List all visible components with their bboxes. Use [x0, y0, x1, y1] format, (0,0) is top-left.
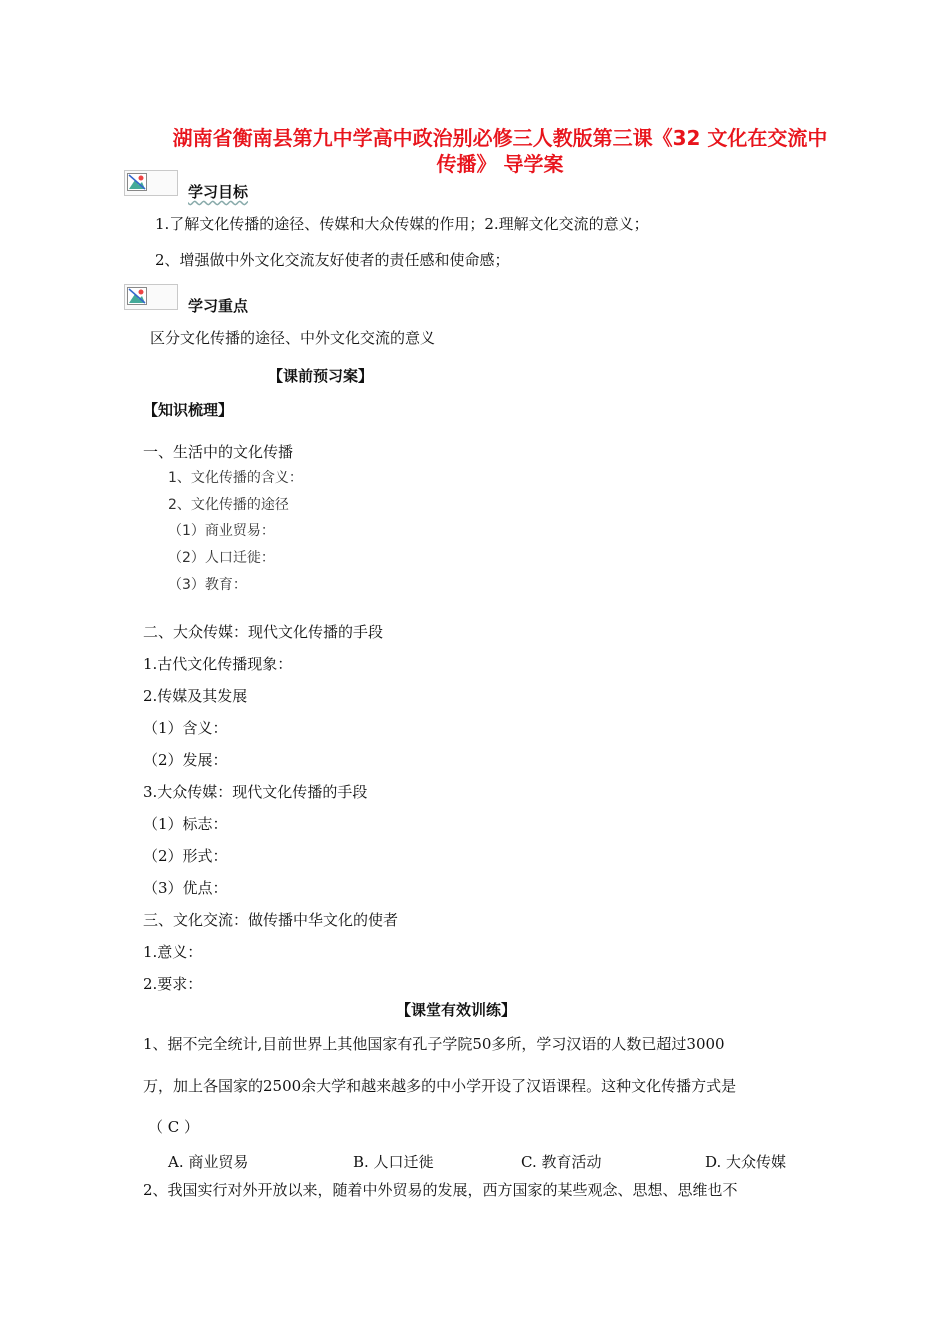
option-d: D. 大众传媒 — [705, 1153, 787, 1171]
keypoints-text: 区分文化传播的途径、中外文化交流的意义 — [150, 329, 436, 347]
section2-line4: （2）发展： — [143, 751, 228, 769]
section1-sub2: 2、文化传播的途径 — [168, 497, 289, 513]
section2-line8: （3）优点： — [143, 879, 228, 897]
knowledge-heading: 【知识梳理】 — [143, 401, 234, 419]
document-title-line2: 传播》 导学案 — [436, 152, 564, 176]
question1-line1: 1、据不完全统计,目前世界上其他国家有孔子学院50多所，学习汉语的人数已超过3000 — [143, 1035, 725, 1053]
section2-line7: （2）形式： — [143, 847, 228, 865]
objectives-item-2: 2、增强做中外文化交流友好使者的责任感和使命感； — [155, 251, 510, 269]
option-a: A. 商业贸易 — [168, 1153, 249, 1171]
document-title-line1: 湖南省衡南县第九中学高中政治别必修三人教版第三课《32 文化在交流中 — [172, 126, 828, 150]
section1-point1: （1）商业贸易： — [168, 523, 275, 539]
section1-point2: （2）人口迁徙： — [168, 550, 275, 566]
section2-line5: 3.大众传媒：现代文化传播的手段 — [143, 783, 368, 801]
section1-title: 一、生活中的文化传播 — [143, 443, 294, 461]
keypoints-heading: 学习重点 — [188, 297, 249, 315]
section2-title: 二、大众传媒：现代文化传播的手段 — [143, 623, 384, 641]
option-b: B. 人口迁徙 — [353, 1153, 434, 1171]
section1-sub1: 1、文化传播的含义： — [168, 470, 303, 486]
question2-line1: 2、我国实行对外开放以来，随着中外贸易的发展，西方国家的某些观念、思想、思维也不 — [143, 1181, 738, 1199]
broken-image-icon — [124, 170, 178, 196]
objectives-item-1: 1.了解文化传播的途径、传媒和大众传媒的作用；2.理解文化交流的意义； — [155, 215, 649, 233]
objectives-heading: 学习目标 — [188, 183, 249, 201]
question1-answer: （ C ） — [148, 1118, 200, 1136]
section2-line6: （1）标志： — [143, 815, 228, 833]
section3-title: 三、文化交流：做传播中华文化的使者 — [143, 911, 399, 929]
question1-line2: 万，加上各国家的2500余大学和越来越多的中小学开设了汉语课程。这种文化传播方式是 — [143, 1077, 737, 1095]
section3-line1: 1.意义： — [143, 943, 203, 961]
section1-point3: （3）教育： — [168, 577, 247, 593]
preview-heading: 【课前预习案】 — [268, 367, 374, 385]
broken-image-icon — [124, 284, 178, 310]
section2-line3: （1）含义： — [143, 719, 228, 737]
training-heading: 【课堂有效训练】 — [396, 1001, 517, 1019]
section3-line2: 2.要求： — [143, 975, 203, 993]
option-c: C. 教育活动 — [521, 1153, 602, 1171]
section2-line2: 2.传媒及其发展 — [143, 687, 248, 705]
section2-line1: 1.古代文化传播现象： — [143, 655, 293, 673]
